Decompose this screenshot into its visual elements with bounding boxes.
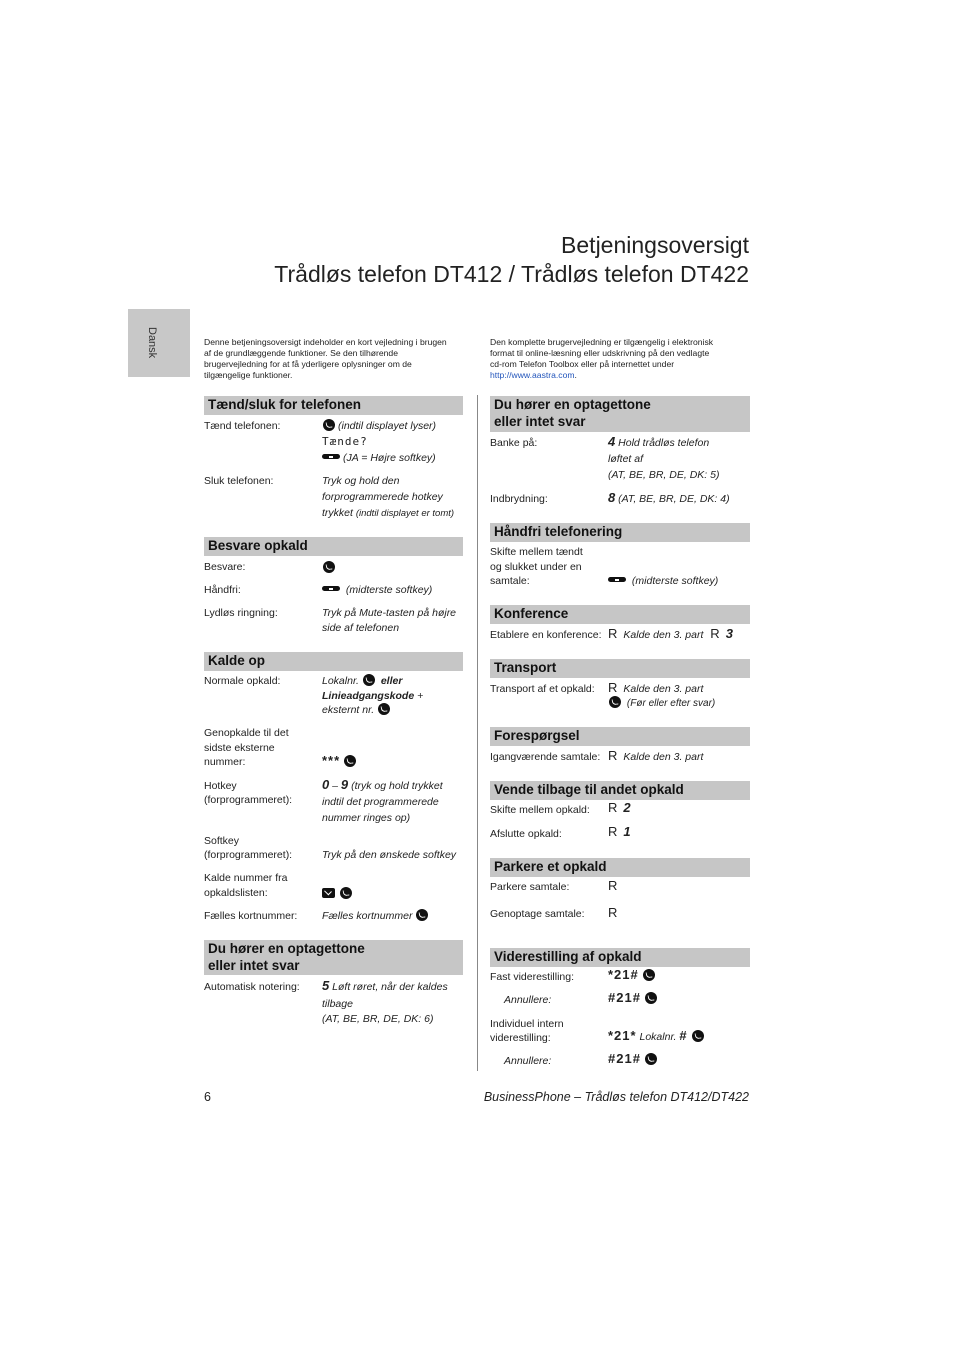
on-value <box>322 419 436 434</box>
hotkey-value-3: nummer ringes op) <box>322 812 411 824</box>
handsfree-value <box>322 583 432 598</box>
intro-right-line: Den komplette brugervejledning er tilgængelig i elektronisk <box>490 337 714 347</box>
display-text: Tænde? <box>322 435 368 448</box>
intro-left-line: tilgængelige funktioner. <box>204 370 293 380</box>
auto-label: Automatisk notering: <box>204 981 300 993</box>
handsfree-label: Håndfri: <box>204 584 241 596</box>
resume-label: Genoptage samtale: <box>490 908 585 920</box>
auto-note: Løft røret, når der kaldes <box>332 981 448 993</box>
cancel-code: #21# <box>608 1051 641 1066</box>
conference-value <box>608 627 733 643</box>
conference-label: Etablere en konference: <box>490 629 602 641</box>
section-header-busy-left <box>204 940 463 975</box>
handset-icon <box>344 755 356 767</box>
conference-note: Kalde den 3. part <box>623 629 704 641</box>
section-header-transfer: Transport <box>490 659 750 678</box>
silent-label: Lydløs ringning: <box>204 607 278 619</box>
switch-value <box>608 801 631 817</box>
header-line: Du hører en optagettone <box>208 941 365 956</box>
internal-divert-label-2: viderestilling: <box>490 1032 551 1044</box>
handsfree-toggle-note: (midterste softkey) <box>631 575 719 587</box>
knock-note: Hold trådløs telefon <box>618 437 710 449</box>
r-key-icon: R <box>608 800 618 815</box>
url-suffix: . <box>574 370 577 380</box>
end-value <box>608 825 631 841</box>
page-number: 6 <box>204 1090 211 1104</box>
intrude-note: (AT, BE, BR, DE, DK: 4) <box>618 493 730 505</box>
header-line: eller intet svar <box>494 414 586 429</box>
transfer-note-2: (Før eller efter svar) <box>626 698 716 709</box>
answer-value <box>322 561 338 576</box>
on-note: (indtil displayet lyser) <box>338 420 437 432</box>
normal-call-line3 <box>322 703 393 718</box>
softkey-value: Tryk på den ønskede softkey <box>322 849 457 861</box>
softkey-icon <box>322 586 340 591</box>
digit-1: 1 <box>623 824 631 839</box>
intro-right-line: cd-rom Telefon Toolbox eller på internettet under <box>490 359 675 369</box>
knock-label: Banke på: <box>490 437 538 449</box>
language-tab-label: Dansk <box>146 327 158 359</box>
transfer-value <box>608 681 703 697</box>
fixed-divert-value <box>608 968 658 984</box>
enquiry-value <box>608 749 703 765</box>
normal-call-label: Normale opkald: <box>204 675 281 687</box>
transfer-value-2 <box>608 696 715 712</box>
calllist-label-2: opkaldslisten: <box>204 887 268 899</box>
silent-line1: Tryk på Mute-tasten på højre <box>322 607 457 619</box>
handset-icon <box>643 969 655 981</box>
section-header-park: Parkere et opkald <box>490 858 750 877</box>
auto-value-2: tilbage <box>322 998 353 1010</box>
redial-label-3: nummer: <box>204 756 246 768</box>
internal-divert-code: *21* <box>608 1028 637 1043</box>
handset-icon <box>363 674 375 686</box>
hotkey-value-2: indtil det programmerede <box>322 796 439 808</box>
off-line3-text: trykket <box>322 507 353 519</box>
end-label: Afslutte opkald: <box>490 828 562 840</box>
cancel2-label: Annullere: <box>504 1055 552 1067</box>
handset-icon <box>692 1030 704 1042</box>
intro-left <box>204 337 447 381</box>
calllist-label-1: Kalde nummer fra <box>204 872 288 884</box>
off-label: Sluk telefonen: <box>204 475 274 487</box>
resume-value <box>608 906 623 922</box>
local-number-text: Lokalnr. <box>322 675 359 687</box>
off-line2: forprogrammerede hotkey <box>322 491 443 503</box>
common-text: Fælles kortnummer <box>322 910 413 922</box>
softkey-note: (JA = Højre softkey) <box>343 452 436 464</box>
r-key-icon: R <box>710 626 720 641</box>
hotkey-label-1: Hotkey <box>204 780 237 792</box>
r-key-icon: R <box>608 748 618 763</box>
r-key-icon: R <box>608 905 618 920</box>
digit-3: 3 <box>725 626 733 641</box>
r-key-icon: R <box>608 626 618 641</box>
plus-sign: + <box>417 690 424 702</box>
digit-0: 0 <box>322 777 330 792</box>
on-label: Tænd telefonen: <box>204 420 281 432</box>
section-header-divert: Viderestilling af opkald <box>490 948 750 967</box>
softkey-label-2: (forprogrammeret): <box>204 849 293 861</box>
handset-icon <box>323 419 335 431</box>
handset-icon <box>323 561 335 573</box>
r-key-icon: R <box>608 680 618 695</box>
r-key-icon: R <box>608 824 618 839</box>
handset-icon <box>645 1053 657 1065</box>
section-header-onoff: Tænd/sluk for telefonen <box>204 396 463 415</box>
handset-icon <box>609 696 621 708</box>
header-line: Du hører en optagettone <box>494 397 651 412</box>
transfer-note: Kalde den 3. part <box>623 683 704 695</box>
internal-divert-value <box>608 1029 707 1045</box>
page-title-line2: Trådløs telefon DT412 / Trådløs telefon DT422 <box>274 261 749 287</box>
hotkey-value-1 <box>322 778 443 794</box>
star-keys: *** <box>322 753 341 768</box>
transfer-label: Transport af et opkald: <box>490 683 595 695</box>
intro-left-line: brugervejledning for at få yderligere oplysninger om de <box>204 359 412 369</box>
hotkey-label-2: (forprogrammeret): <box>204 794 293 806</box>
intro-right <box>490 337 713 381</box>
knock-value-1 <box>608 435 709 451</box>
section-header-busy-right <box>490 396 750 432</box>
softkey-icon <box>322 454 340 459</box>
section-header-conference: Konference <box>490 605 750 624</box>
external-number-text: eksternt nr. <box>322 704 375 716</box>
intro-left-line: Denne betjeningsoversigt indeholder en kort vejledning i brugen <box>204 337 447 347</box>
on-softkey <box>322 451 436 466</box>
intrude-label: Indbrydning: <box>490 493 548 505</box>
cancel-code: #21# <box>608 990 641 1005</box>
section-header-call: Kalde op <box>204 652 463 671</box>
normal-call-line2 <box>322 689 423 704</box>
digit-5: 5 <box>322 978 330 993</box>
softkey-label-1: Softkey <box>204 835 240 847</box>
calllist-value <box>322 887 355 902</box>
off-line1: Tryk og hold den <box>322 475 400 487</box>
intro-right-line: format til online-læsning eller udskrivning på den vedlagte <box>490 348 710 358</box>
softkey-icon <box>608 577 626 582</box>
handsfree-label-1: Skifte mellem tændt <box>490 546 583 558</box>
handsfree-toggle-value <box>608 574 718 589</box>
hotkey-note-1: (tryk og hold trykket <box>351 780 443 792</box>
redial-label-2: sidste eksterne <box>204 742 275 754</box>
hash-key: # <box>679 1028 688 1043</box>
aastra-link[interactable]: http://www.aastra.com <box>490 370 575 380</box>
r-key-icon: R <box>608 878 618 893</box>
auto-value-3: (AT, BE, BR, DE, DK: 6) <box>322 1013 434 1025</box>
header-line: eller intet svar <box>208 958 300 973</box>
cancel2-value <box>608 1052 660 1068</box>
digit-4: 4 <box>608 434 616 449</box>
off-note: (indtil displayet er tomt) <box>355 508 455 519</box>
cancel-value <box>608 991 660 1007</box>
handset-icon <box>645 992 657 1004</box>
common-value <box>322 909 431 924</box>
intro-left-line: af de grundlæggende funktioner. Se den tilhørende <box>204 348 398 358</box>
section-header-answer: Besvare opkald <box>204 537 463 556</box>
language-tab <box>128 309 190 377</box>
page-title-line1: Betjeningsoversigt <box>561 232 749 258</box>
handset-icon <box>416 909 428 921</box>
local-number-text: Lokalnr. <box>639 1031 677 1043</box>
column-divider <box>477 395 478 1071</box>
section-header-return: Vende tilbage til andet opkald <box>490 781 750 800</box>
section-header-enquiry: Forespørgsel <box>490 727 750 746</box>
line-access-code: Linieadgangskode <box>322 690 415 702</box>
off-line3 <box>322 506 454 522</box>
common-label: Fælles kortnummer: <box>204 910 298 922</box>
silent-line2: side af telefonen <box>322 622 400 634</box>
message-key-icon <box>322 888 335 898</box>
enquiry-label: Igangværende samtale: <box>490 751 601 763</box>
park-label: Parkere samtale: <box>490 881 570 893</box>
digit-2: 2 <box>623 800 631 815</box>
redial-label-1: Genopkalde til det <box>204 727 289 739</box>
section-header-handsfree: Håndfri telefonering <box>490 523 750 542</box>
knock-value-3: (AT, BE, BR, DE, DK: 5) <box>608 469 720 481</box>
internal-divert-label-1: Individuel intern <box>490 1018 564 1030</box>
handset-icon <box>378 703 390 715</box>
park-value <box>608 879 623 895</box>
handsfree-label-2: og slukket under en <box>490 561 582 573</box>
switch-label: Skifte mellem opkald: <box>490 804 590 816</box>
digit-8: 8 <box>608 490 616 505</box>
auto-value-1 <box>322 979 448 995</box>
knock-value-2: løftet af <box>608 453 644 465</box>
footer-title: BusinessPhone – Trådløs telefon DT412/DT422 <box>483 1090 749 1104</box>
enquiry-note: Kalde den 3. part <box>623 751 704 763</box>
divert-code: *21# <box>608 967 639 982</box>
redial-value <box>322 754 359 770</box>
fixed-divert-label: Fast viderestilling: <box>490 971 575 983</box>
digit-9: 9 <box>340 777 349 792</box>
handsfree-label-3: samtale: <box>490 575 530 587</box>
normal-call-line1 <box>322 674 402 689</box>
handset-icon <box>340 887 352 899</box>
or-text: eller <box>380 675 403 687</box>
handsfree-note: (midterste softkey) <box>345 584 433 596</box>
dash: – <box>332 780 338 792</box>
answer-label: Besvare: <box>204 561 246 573</box>
intrude-value <box>608 491 730 507</box>
cancel-label: Annullere: <box>504 994 552 1006</box>
